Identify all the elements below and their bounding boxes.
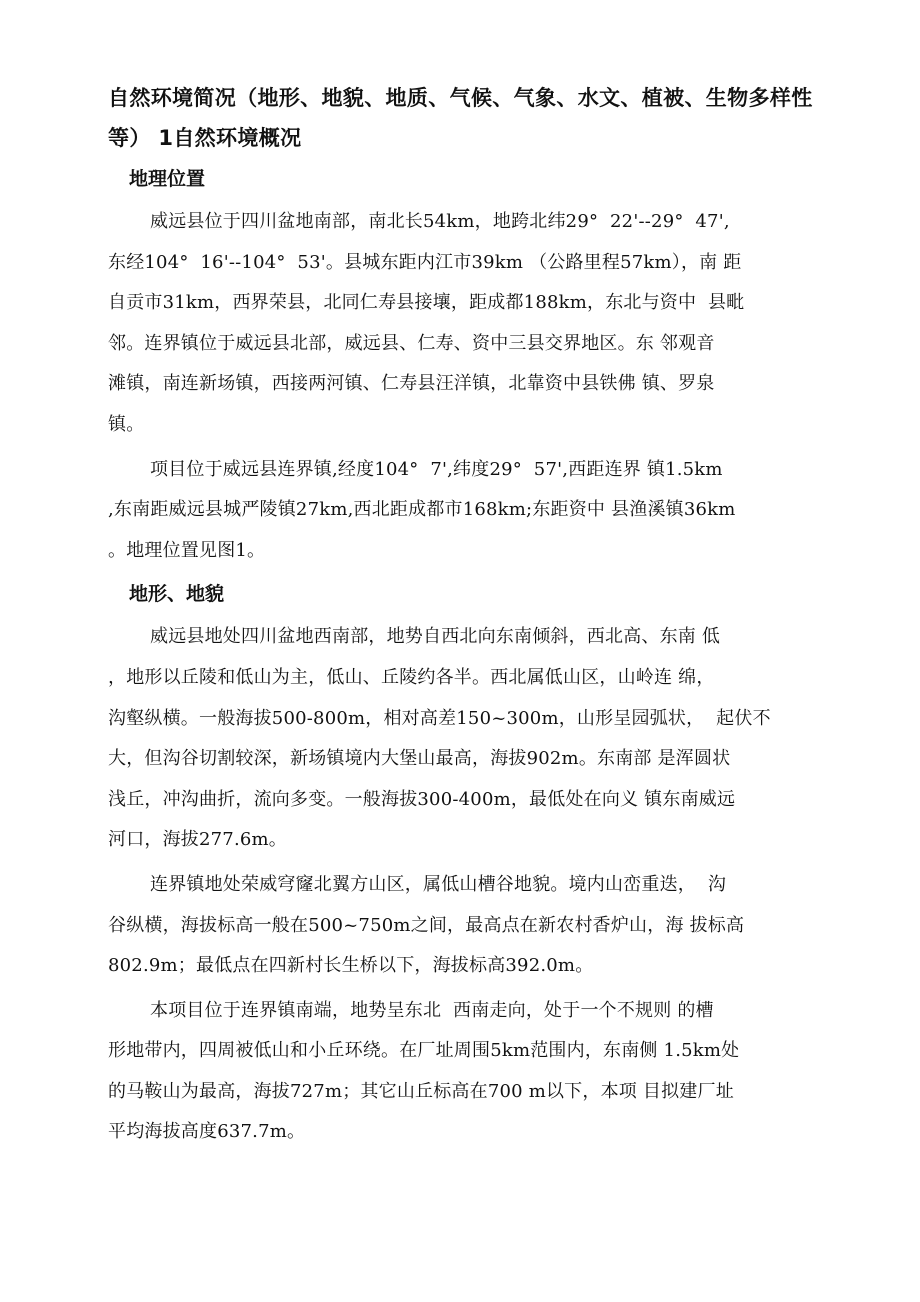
text-line: 沟壑纵横。一般海拔500-800m，相对高差150~300m，山形呈园弧状， 起伏不 [108,707,771,729]
text-line: ,东南距威远县城严陵镇27km,西北距成都市168km;东距资中 县渔溪镇36km [108,499,736,521]
text-line: 邻。连界镇位于威远县北部，威远县、仁寿、资中三县交界地区。东 邻观音 [108,332,715,354]
text-line: ，地形以丘陵和低山为主，低山、丘陵约各半。西北属低山区，山岭连 绵， [108,666,715,688]
text-line: 自贡市31km，西界荣县，北同仁寿县接壤，距成都188km，东北与资中 县毗 [108,292,745,314]
text-line: 大，但沟谷切割较深，新场镇境内大堡山最高，海拔902m。东南部 是浑圆状 [108,748,731,770]
text-line: 项目位于威远县连界镇,经度104° 7',纬度29° 57',西距连界 镇1.5km [150,458,723,480]
paragraph-terrain-3 [108,991,828,1153]
text-line: 浅丘，冲沟曲折，流向多变。一般海拔300-400m，最低处在向义 镇东南威远 [108,788,736,810]
paragraph-terrain-2 [108,865,828,987]
document-title-line-1: 自然环境简况（地形、地貌、地质、气候、气象、水文、植被、生物多样性 [108,86,813,110]
text-line: 谷纵横，海拔标高一般在500~750m之间，最高点在新农村香炉山，海 拔标高 [108,914,745,936]
text-line: 平均海拔高度637.7m。 [108,1121,306,1143]
text-line: 连界镇地处荣威穹窿北翼方山区，属低山槽谷地貌。境内山峦重迭， 沟 [150,873,727,895]
section-heading-terrain: 地形、地貌 [129,583,225,606]
paragraph-location-2 [108,450,828,572]
text-line: 威远县位于四川盆地南部，南北长54km，地跨北纬29° 22'--29° 47', [150,211,730,232]
paragraph-location-1 [108,202,828,446]
text-line: 河口，海拔277.6m。 [108,829,287,851]
text-line: 的马鞍山为最高，海拔727m；其它山丘标高在700 m以下，本项 目拟建厂址 [108,1080,734,1102]
text-line: 802.9m；最低点在四新村长生桥以下，海拔标高392.0m。 [108,955,594,977]
document-page [108,78,828,1157]
text-line: 本项目位于连界镇南端，地势呈东北 西南走向，处于一个不规则 的槽 [150,999,714,1021]
document-title-line-2: 等） 1自然环境概况 [108,126,302,150]
text-line: 镇。 [108,413,145,435]
text-line: 形地带内，四周被低山和小丘环绕。在厂址周围5km范围内，东南侧 1.5km处 [108,1040,740,1062]
text-line: 东经104° 16'--104° 53'。县城东距内江市39km （公路里程57km），南 距 [108,251,742,273]
text-line: 滩镇，南连新场镇，西接两河镇、仁寿县汪洋镇，北靠资中县铁佛 镇、罗泉 [108,373,715,395]
section-heading-location: 地理位置 [129,168,206,190]
paragraph-terrain-1 [108,617,828,861]
text-line: 。地理位置见图1。 [108,539,266,561]
text-line: 威远县地处四川盆地西南部，地势自西北向东南倾斜，西北高、东南 低 [150,626,721,648]
